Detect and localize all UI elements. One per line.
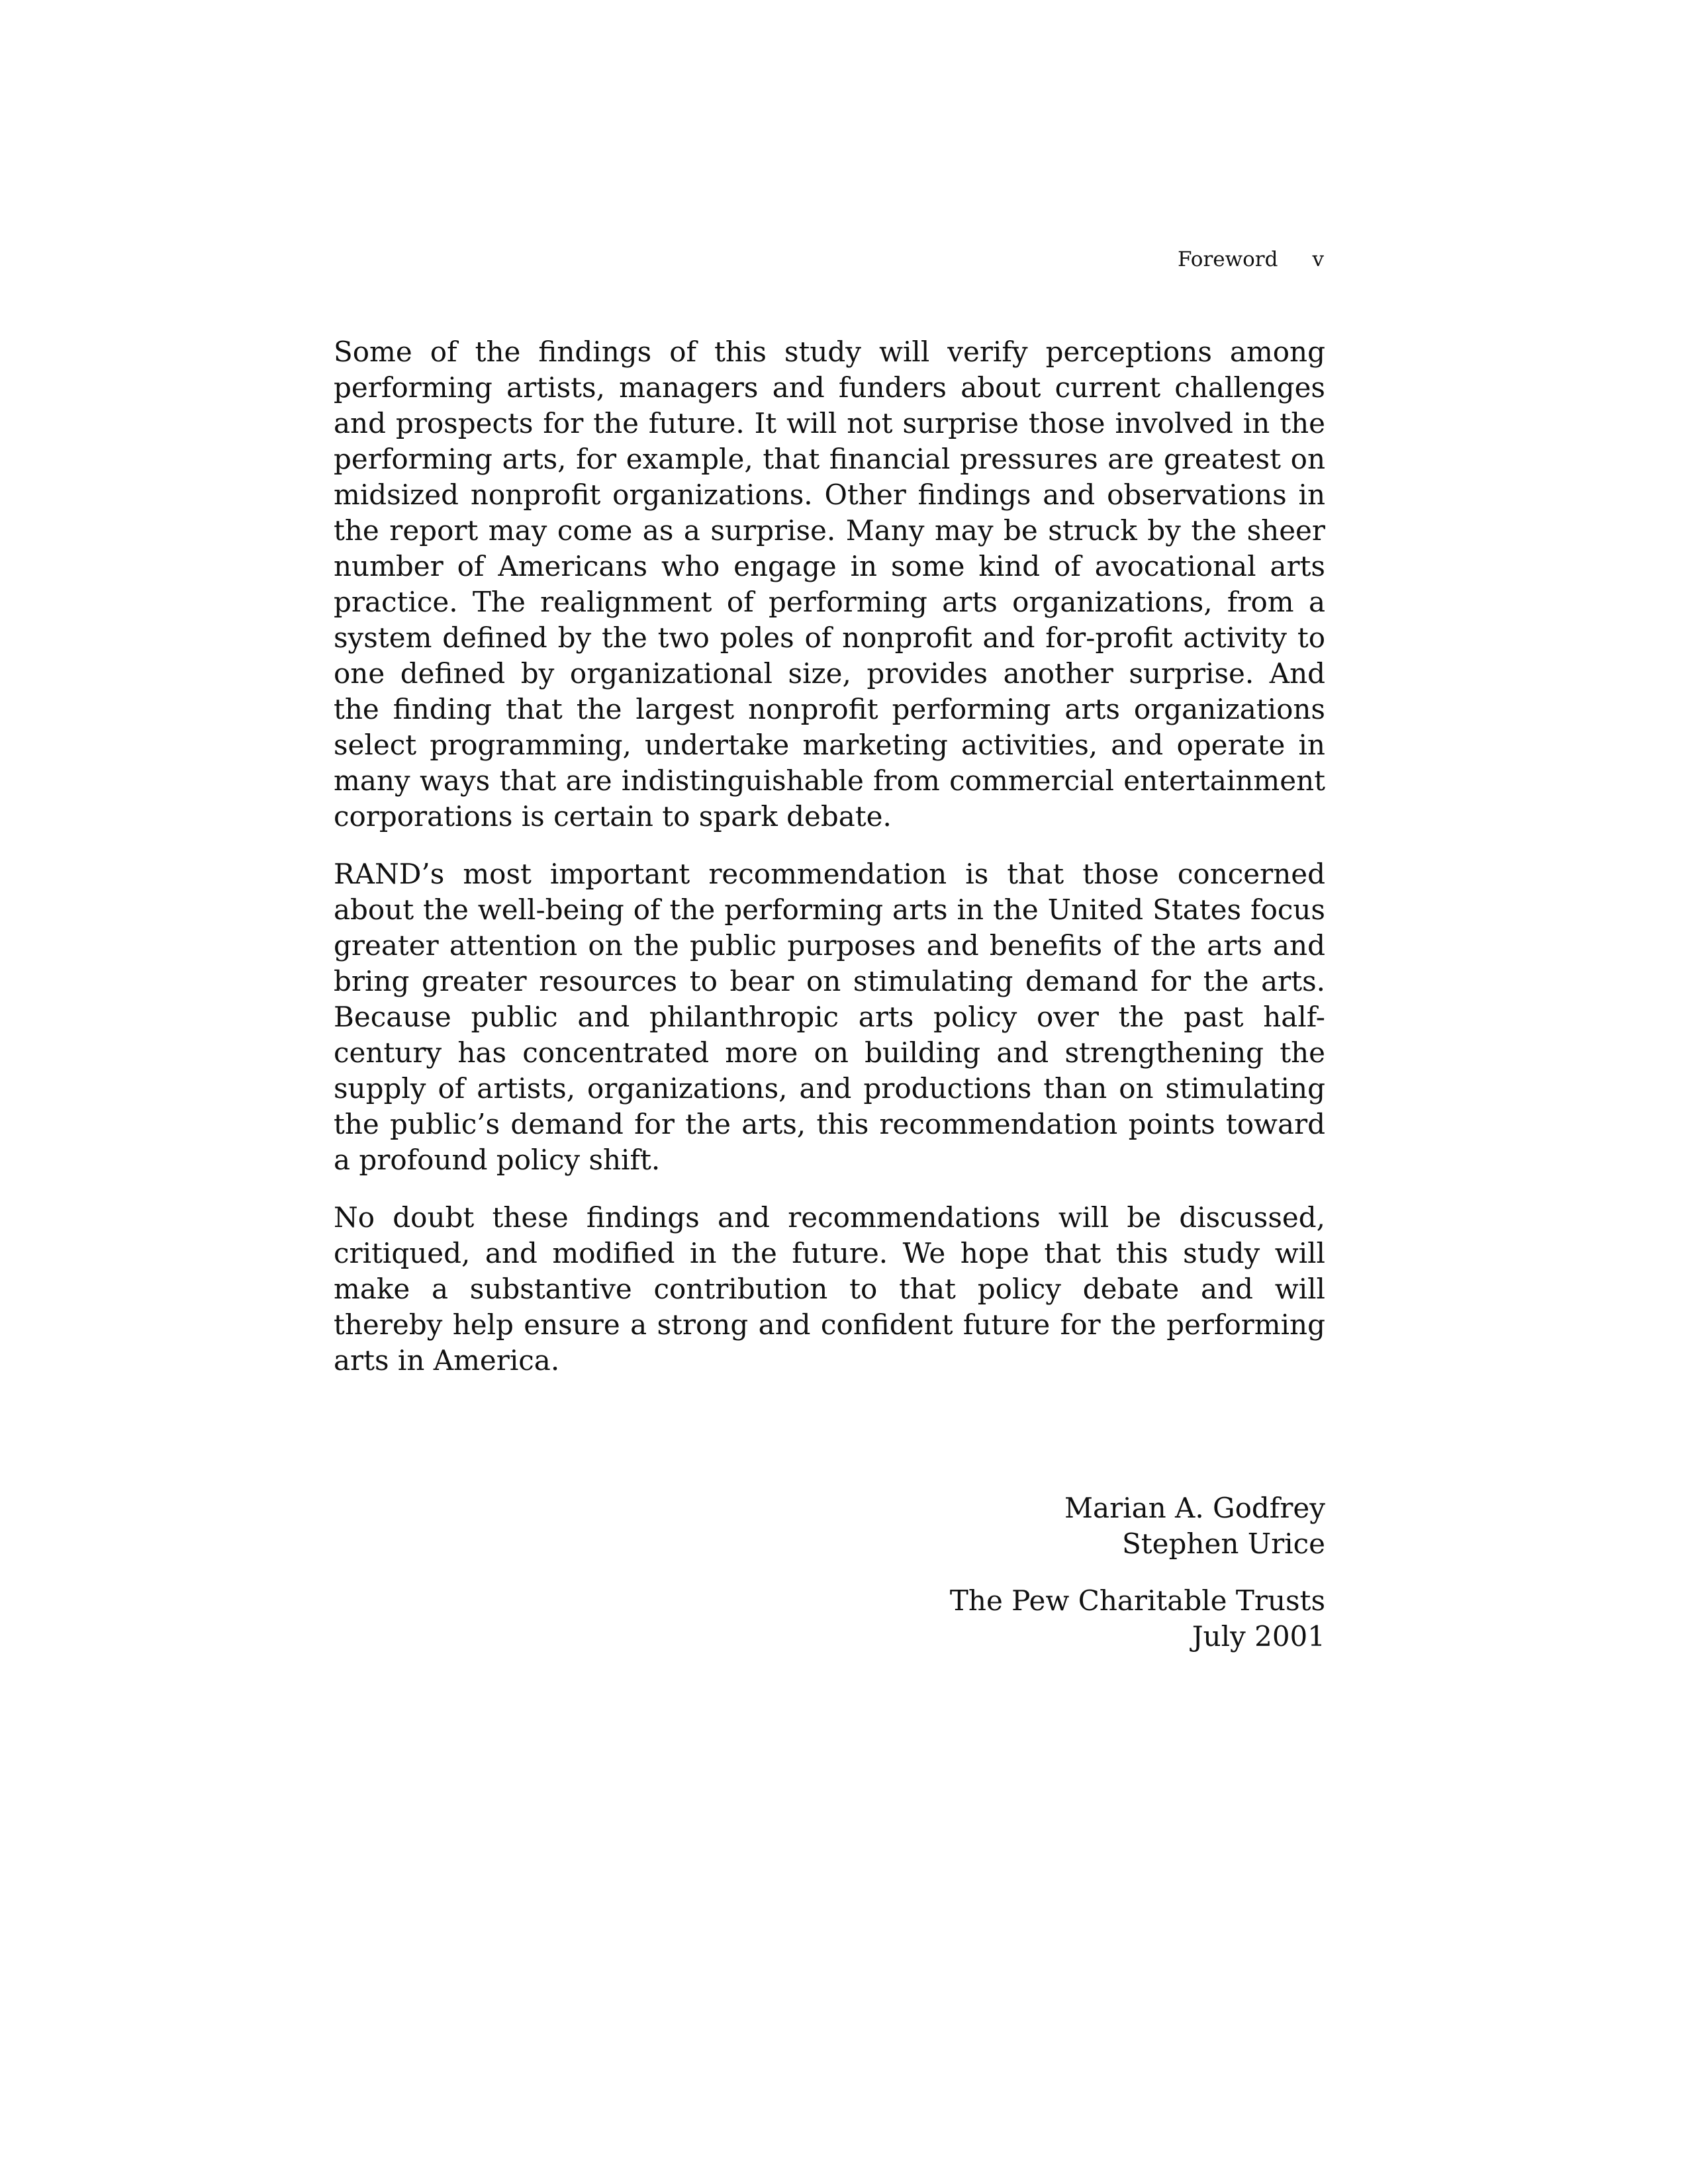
author-name-1: Marian A. Godfrey [1064,1492,1325,1524]
paragraph-1: Some of the findings of this study will verify perceptions among performing artists, managers and funders about current challenges and prospects for the future. It will not surprise those involved in the performing arts, for example, that financial pressures are greatest on midsized nonprofit organizations. Other findings and observations in the report may come as a surprise. Many may be struck by the sheer number of Americans who engage in some kind of avocational arts practice. The realignment of performing arts organizations, from a system defined by the two poles of nonprofit and for-profit activity to one defined by organizational size, provides another surprise. And the finding that the largest nonprofit performing arts organizations select programming, undertake marketing activities, and operate in many ways that are indistinguishable from commercial entertainment corporations is certain to spark debate. [334,336,1325,833]
organization-name: The Pew Charitable Trusts [949,1584,1325,1617]
paragraph-3: No doubt these findings and recommendations will be discussed, critiqued, and modified in the future. We hope that this study will make a substantive contribution to that policy debate and will thereby help ensure a strong and confident future for the performing arts in America. [334,1201,1325,1377]
author-name-2: Stephen Urice [1122,1527,1325,1560]
signature-block [927,1490,1325,1655]
signature-date: July 2001 [1192,1620,1325,1653]
section-title: Foreword [1177,248,1278,271]
page-number: v [1312,248,1324,271]
foreword-body [334,334,1325,1400]
paragraph-2: RAND’s most important recommendation is that those concerned about the well-being of the performing arts in the United States focus greater attention on the public purposes and benefits of the arts and bring greater resources to bear on stimulating demand for the arts. Because public and philanthropic arts policy over the past half-century has concentrated more on building and strengthening the supply of artists, organizations, and productions than on stimulating the public’s demand for the arts, this recommendation points toward a profound policy shift. [334,858,1325,1176]
running-head [1059,246,1324,273]
signature-spacer [927,1562,1325,1583]
